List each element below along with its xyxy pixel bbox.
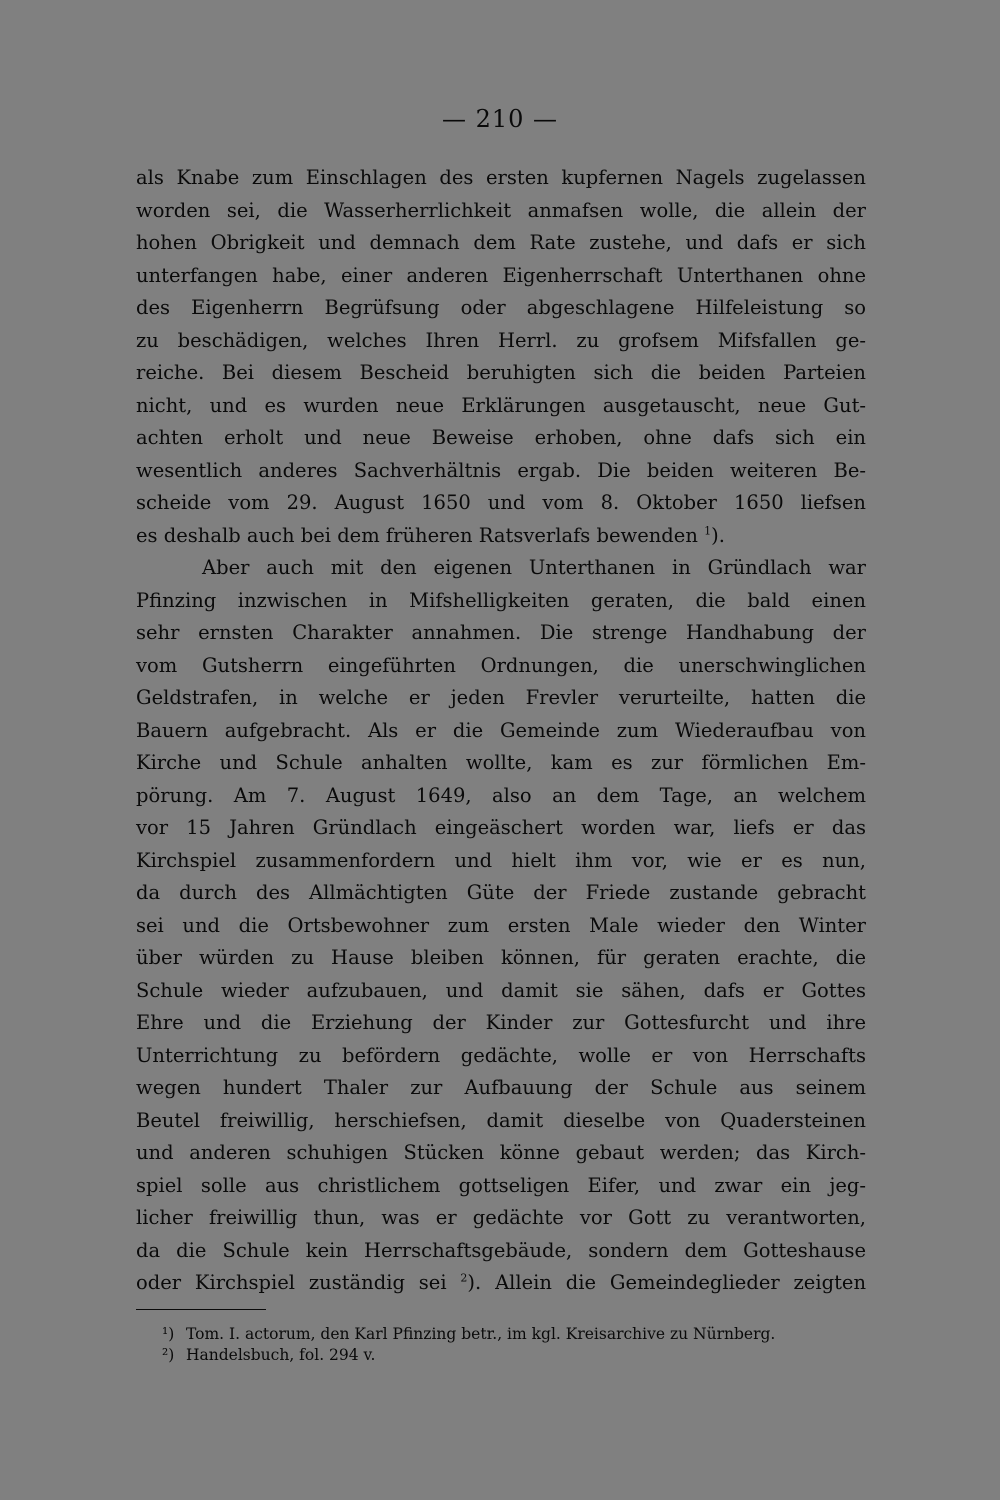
text-line: reiche. Bei diesem Bescheid beruhigten sich die beiden Parteien <box>136 361 866 384</box>
text-line: Unterrichtung zu befördern gedächte, wolle er von Herrschafts <box>136 1043 866 1067</box>
text-line-with-footnote-ref <box>136 520 866 553</box>
text-line: wesentlich anderes Sachverhältnis ergab. Die beiden weiteren Be- <box>136 458 866 482</box>
text-line: des Eigenherrn Begrüfsung oder abgeschlagene Hilfeleistung so <box>136 296 866 319</box>
body-text <box>136 162 866 1300</box>
footnote-separator <box>136 1309 266 1310</box>
page-number: — 210 — <box>441 105 559 133</box>
text-line: spiel solle aus christlichem gottseligen Eifer, und zwar ein jeg- <box>136 1173 866 1197</box>
footnote-text: Handelsbuch, fol. 294 v. <box>186 1346 376 1364</box>
text-line: Geldstrafen, in welche er jeden Frevler verurteilte, hatten die <box>136 686 866 709</box>
text-line: vor 15 Jahren Gründlach eingeäschert worden war, liefs er das <box>136 816 866 839</box>
text-line: über würden zu Hause bleiben können, für geraten erachte, die <box>136 946 866 969</box>
text-line: zu beschädigen, welches Ihren Herrl. zu grofsem Mifsfallen ge- <box>136 328 866 352</box>
text-line: Schule wieder aufzubauen, und damit sie sähen, dafs er Gottes <box>136 978 866 1002</box>
paragraph-start-line: Aber auch mit den eigenen Unterthanen in Gründlach war <box>202 556 866 579</box>
text-line: pörung. Am 7. August 1649, also an dem Tage, an welchem <box>136 783 866 807</box>
text-line: vom Gutsherrn eingeführten Ordnungen, die unerschwinglichen <box>136 653 866 677</box>
text-line-content: es deshalb auch bei dem früheren Ratsverlafs bewenden <box>136 523 698 547</box>
footnote-1 <box>162 1324 866 1345</box>
footnote-ref-2-close: ). <box>467 1271 482 1294</box>
text-line: achten erholt und neue Beweise erhoben, ohne dafs sich ein <box>136 426 866 449</box>
footnotes <box>162 1324 866 1366</box>
text-line: licher freiwillig thun, was er gedächte vor Gott zu verantworten, <box>136 1206 866 1229</box>
footnote-2 <box>162 1345 866 1366</box>
text-line: wegen hundert Thaler zur Aufbauung der Schule aus seinem <box>136 1076 866 1099</box>
text-line: unterfangen habe, einer anderen Eigenherrschaft Unterthanen ohne <box>136 263 866 287</box>
text-line: da durch des Allmächtigten Güte der Friede zustande gebracht <box>136 881 866 904</box>
footnote-text: Tom. I. actorum, den Karl Pfinzing betr., im kgl. Kreisarchive zu Nürnberg. <box>186 1325 776 1343</box>
text-line: worden sei, die Wasserherrlichkeit anmafsen wolle, die allein der <box>136 198 866 222</box>
text-line: nicht, und es wurden neue Erklärungen ausgetauscht, neue Gut- <box>136 393 866 417</box>
footnote-ref-2: 2 <box>460 1271 468 1285</box>
footnote-ref-1-close: ). <box>711 523 725 547</box>
footnote-mark: ¹) <box>162 1325 175 1343</box>
text-line: sei und die Ortsbewohner zum ersten Male wieder den Winter <box>136 913 866 937</box>
text-line: Kirchspiel zusammenfordern und hielt ihm vor, wie er es nun, <box>136 848 866 872</box>
text-line-continuation: Allein die Gemeindeglieder zeigten <box>495 1271 866 1294</box>
text-line: da die Schule kein Herrschaftsgebäude, sondern dem Gotteshause <box>136 1238 866 1262</box>
text-line: sehr ernsten Charakter annahmen. Die strenge Handhabung der <box>136 621 866 644</box>
text-line: hohen Obrigkeit und demnach dem Rate zustehe, und dafs er sich <box>136 231 866 254</box>
text-line: Bauern aufgebracht. Als er die Gemeinde zum Wiederaufbau von <box>136 718 866 742</box>
footnote-ref-1: 1 <box>704 524 712 537</box>
text-line: Pfinzing inzwischen in Mifshelligkeiten geraten, die bald einen <box>136 588 866 612</box>
text-line: Ehre und die Erziehung der Kinder zur Gottesfurcht und ihre <box>136 1011 866 1034</box>
text-line: Beutel freiwillig, herschiefsen, damit dieselbe von Quadersteinen <box>136 1108 866 1132</box>
text-line: Kirche und Schule anhalten wollte, kam es zur förmlichen Em- <box>136 751 866 774</box>
text-line-content: oder Kirchspiel zuständig sei <box>136 1271 447 1294</box>
text-line-with-footnote-ref <box>136 1267 866 1300</box>
footnote-mark: ²) <box>162 1346 175 1364</box>
text-line: als Knabe zum Einschlagen des ersten kupfernen Nagels zugelassen <box>136 166 866 189</box>
text-line: und anderen schuhigen Stücken könne gebaut werden; das Kirch- <box>136 1141 866 1164</box>
text-line: scheide vom 29. August 1650 und vom 8. Oktober 1650 liefsen <box>136 491 866 514</box>
